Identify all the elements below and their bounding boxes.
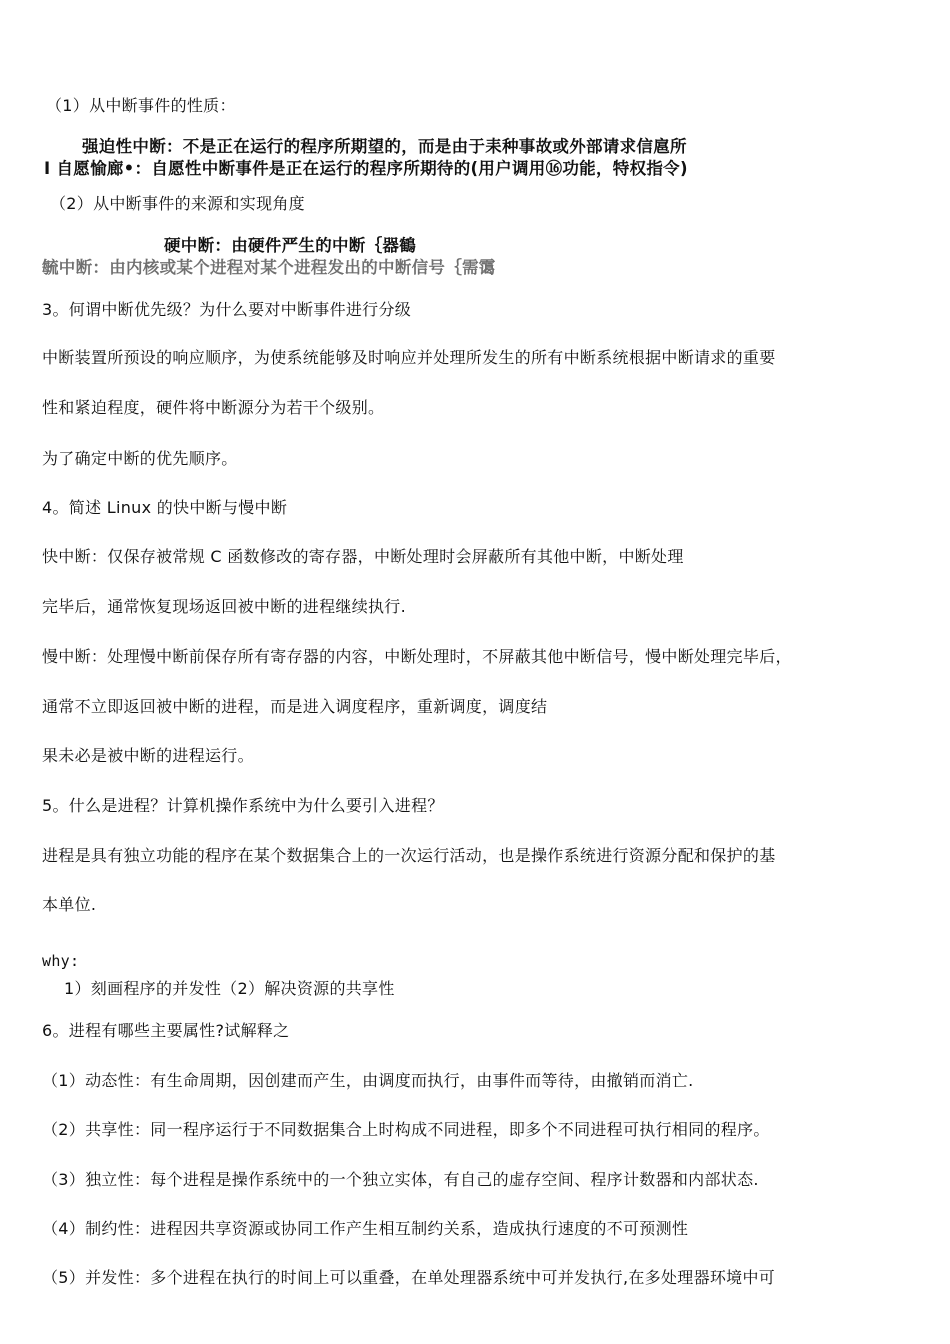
answer-4-slow-2: 通常不立即返回被中断的进程，而是进入调度程序，重新调度，调度结 [42,697,548,716]
attribute-shared: （2）共享性：同一程序运行于不同数据集合上时构成不同进程，即多个不同进程可执行相同的程序。 [42,1120,770,1139]
voluntary-interrupt-line: I 自愿愉廊•：自愿性中断事件是正在运行的程序所期待的(用户调用⑯功能，特权指令) [44,159,688,178]
question-6: 6。进程有哪些主要属性?试解释之 [42,1021,290,1040]
why-answer: 1）刻画程序的并发性（2）解决资源的共享性 [64,979,395,998]
attribute-independent: （3）独立性：每个进程是操作系统中的一个独立实体，有自己的虚存空间、程序计数器和内部状态. [42,1170,759,1189]
soft-interrupt-line: 毓中断：由内核或某个进程对某个进程发出的中断信号｛需霭 [42,258,496,277]
why-label: why: [42,952,80,970]
forced-interrupt-line: 强迫性中断：不是正在运行的程序所期望的，而是由于耒种事故或外部请求信扈所 [82,137,687,156]
subheading-source: （2）从中断事件的来源和实现角度 [50,194,305,213]
attribute-concurrent: （5）并发性：多个进程在执行的时间上可以重叠，在单处理器系统中可并发执行,在多处理器环境中可 [42,1268,776,1287]
attribute-constraint: （4）制约性：进程因共享资源或协同工作产生相互制约关系，造成执行速度的不可预测性 [42,1219,689,1238]
answer-5-line-2: 本单位. [42,895,97,914]
answer-5-line-1: 进程是具有独立功能的程序在某个数据集合上的一次运行活动，也是操作系统进行资源分配和保护的基 [42,846,776,865]
answer-3-line-1: 中断装置所预设的响应顺序，为使系统能够及时响应并处理所发生的所有中断系统根据中断请求的重要 [42,348,776,367]
question-3: 3。何谓中断优先级？为什么要对中断事件进行分级 [42,300,412,319]
answer-4-fast-1: 快中断：仅保存被常规 C 函数修改的寄存器，中断处理时会屏蔽所有其他中断，中断处理 [42,547,684,566]
subheading-nature: （1）从中断事件的性质： [46,96,236,115]
attribute-dynamic: （1）动态性：有生命周期，因创建而产生，由调度而执行，由事件而等待，由撤销而消亡. [42,1071,694,1090]
answer-4-slow-3: 果未必是被中断的进程运行。 [42,746,254,765]
question-5: 5。什么是进程？计算机操作系统中为什么要引入进程？ [42,796,444,815]
answer-4-fast-2: 完毕后，通常恢复现场返回被中断的进程继续执行. [42,597,406,616]
answer-3-line-2: 性和紧迫程度，硬件将中断源分为若干个级别。 [42,398,385,417]
answer-4-slow-1: 慢中断：处理慢中断前保存所有寄存器的内容，中断处理时，不屏蔽其他中断信号，慢中断处理完毕后， [42,647,792,666]
question-4: 4。简述 Linux 的快中断与慢中断 [42,498,288,517]
answer-3-line-3: 为了确定中断的优先顺序。 [42,449,238,468]
hard-interrupt-line: 硬中断：由硬件严生的中断｛器鶴 [164,236,416,255]
